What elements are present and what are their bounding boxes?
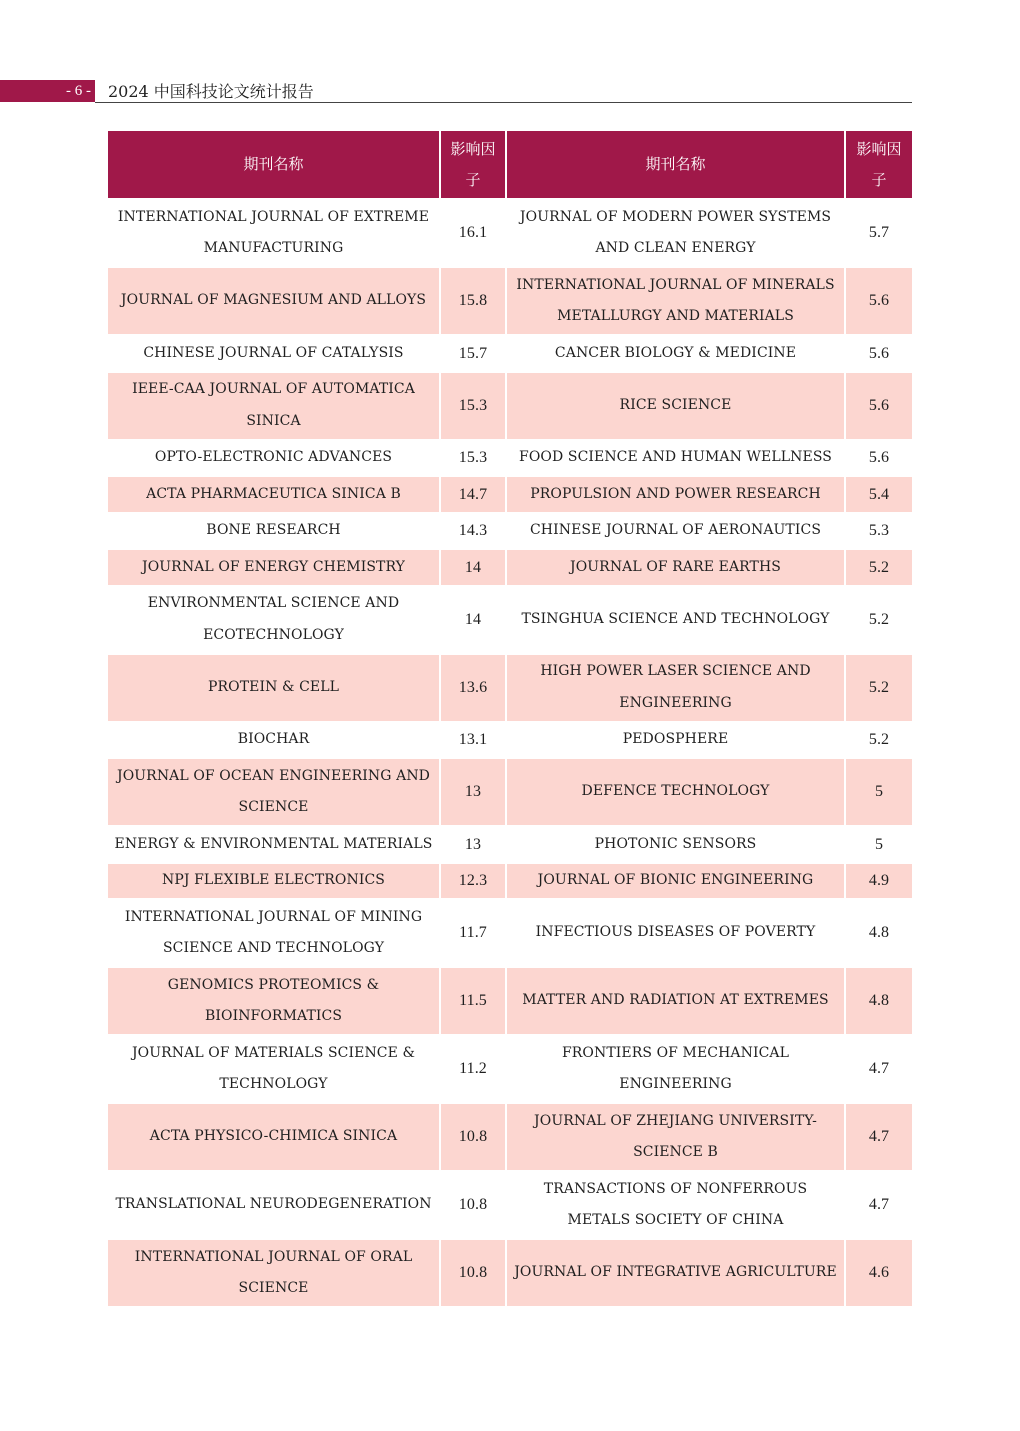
journal-name-left: INTERNATIONAL JOURNAL OF ORAL SCIENCE [108,1240,439,1308]
table-row [108,514,912,551]
journal-name-right: MATTER AND RADIATION AT EXTREMES [507,968,844,1036]
column-header-journal-name-right: 期刊名称 [507,131,844,200]
table-row [108,1240,912,1308]
journal-name-left: JOURNAL OF MATERIALS SCIENCE & TECHNOLOGY [108,1036,439,1104]
table-row [108,441,912,478]
table-row [108,200,912,268]
impact-factor-left: 15.3 [441,441,505,478]
journal-name-right: TSINGHUA SCIENCE AND TECHNOLOGY [507,587,844,655]
impact-factor-right: 4.7 [846,1036,912,1104]
table-row [108,550,912,587]
journal-name-right: JOURNAL OF INTEGRATIVE AGRICULTURE [507,1240,844,1308]
impact-factor-left: 16.1 [441,200,505,268]
table-row [108,827,912,864]
column-header-journal-name-left: 期刊名称 [108,131,439,200]
journal-name-right: JOURNAL OF RARE EARTHS [507,550,844,587]
journal-name-left: TRANSLATIONAL NEURODEGENERATION [108,1172,439,1240]
journal-name-left: BIOCHAR [108,723,439,760]
journal-name-right: HIGH POWER LASER SCIENCE AND ENGINEERING [507,655,844,723]
impact-factor-right: 4.6 [846,1240,912,1308]
impact-factor-left: 10.8 [441,1172,505,1240]
impact-factor-right: 5.3 [846,514,912,551]
journal-name-right: JOURNAL OF MODERN POWER SYSTEMS AND CLEAN ENERGY [507,200,844,268]
impact-factor-right: 4.8 [846,968,912,1036]
impact-factor-left: 15.8 [441,268,505,336]
impact-factor-left: 14 [441,587,505,655]
journal-name-right: CHINESE JOURNAL OF AERONAUTICS [507,514,844,551]
table-row [108,900,912,968]
journal-name-right: DEFENCE TECHNOLOGY [507,759,844,827]
impact-factor-right: 4.7 [846,1172,912,1240]
page-number: - 6 - [0,80,95,102]
table-header-row [108,131,912,200]
journal-name-left: IEEE-CAA JOURNAL OF AUTOMATICA SINICA [108,373,439,441]
impact-factor-right: 4.7 [846,1104,912,1172]
impact-factor-left: 13.1 [441,723,505,760]
running-title: 2024 中国科技论文统计报告 [108,82,314,101]
journal-name-right: JOURNAL OF BIONIC ENGINEERING [507,864,844,901]
journal-name-right: FOOD SCIENCE AND HUMAN WELLNESS [507,441,844,478]
journal-name-left: ENERGY & ENVIRONMENTAL MATERIALS [108,827,439,864]
impact-factor-left: 15.3 [441,373,505,441]
impact-factor-left: 13 [441,827,505,864]
impact-factor-left: 15.7 [441,336,505,373]
impact-factor-left: 14.7 [441,477,505,514]
impact-factor-right: 5.6 [846,441,912,478]
impact-factor-left: 11.5 [441,968,505,1036]
impact-factor-right: 5.6 [846,373,912,441]
impact-factor-left: 10.8 [441,1104,505,1172]
table-body [108,200,912,1308]
impact-factor-right: 4.8 [846,900,912,968]
impact-factor-right: 5.2 [846,655,912,723]
impact-factor-left: 14 [441,550,505,587]
table-row [108,373,912,441]
journal-name-right: PHOTONIC SENSORS [507,827,844,864]
table-row [108,1036,912,1104]
table-row [108,655,912,723]
table-row [108,268,912,336]
table-row [108,723,912,760]
impact-factor-right: 5 [846,827,912,864]
table-row [108,477,912,514]
impact-factor-left: 11.2 [441,1036,505,1104]
journal-name-right: TRANSACTIONS OF NONFERROUS METALS SOCIETY OF CHINA [507,1172,844,1240]
journal-name-left: JOURNAL OF OCEAN ENGINEERING AND SCIENCE [108,759,439,827]
column-header-impact-factor-left: 影响因子 [441,131,505,200]
journal-name-left: INTERNATIONAL JOURNAL OF MINING SCIENCE AND TECHNOLOGY [108,900,439,968]
table-row [108,587,912,655]
impact-factor-left: 13.6 [441,655,505,723]
journal-name-left: GENOMICS PROTEOMICS & BIOINFORMATICS [108,968,439,1036]
journal-name-right: RICE SCIENCE [507,373,844,441]
impact-factor-left: 14.3 [441,514,505,551]
table-row [108,336,912,373]
header-rule [95,102,912,103]
journal-name-left: JOURNAL OF MAGNESIUM AND ALLOYS [108,268,439,336]
impact-factor-left: 11.7 [441,900,505,968]
journal-name-right: PROPULSION AND POWER RESEARCH [507,477,844,514]
journal-name-right: PEDOSPHERE [507,723,844,760]
table-row [108,968,912,1036]
journal-impact-table [106,131,914,1308]
impact-factor-left: 13 [441,759,505,827]
table-row [108,759,912,827]
journal-name-right: INFECTIOUS DISEASES OF POVERTY [507,900,844,968]
journal-name-right: JOURNAL OF ZHEJIANG UNIVERSITY-SCIENCE B [507,1104,844,1172]
journal-name-left: ENVIRONMENTAL SCIENCE AND ECOTECHNOLOGY [108,587,439,655]
impact-factor-left: 10.8 [441,1240,505,1308]
journal-name-left: ACTA PHYSICO-CHIMICA SINICA [108,1104,439,1172]
journal-name-right: INTERNATIONAL JOURNAL OF MINERALS METALLURGY AND MATERIALS [507,268,844,336]
journal-name-left: JOURNAL OF ENERGY CHEMISTRY [108,550,439,587]
journal-name-left: NPJ FLEXIBLE ELECTRONICS [108,864,439,901]
journal-name-left: OPTO-ELECTRONIC ADVANCES [108,441,439,478]
impact-factor-right: 5.4 [846,477,912,514]
impact-factor-right: 5.2 [846,587,912,655]
journal-name-left: INTERNATIONAL JOURNAL OF EXTREME MANUFACTURING [108,200,439,268]
impact-factor-right: 5.2 [846,550,912,587]
impact-factor-right: 5.6 [846,268,912,336]
impact-factor-left: 12.3 [441,864,505,901]
impact-factor-right: 5 [846,759,912,827]
table-row [108,1172,912,1240]
journal-name-left: BONE RESEARCH [108,514,439,551]
table-row [108,1104,912,1172]
journal-name-left: CHINESE JOURNAL OF CATALYSIS [108,336,439,373]
impact-factor-right: 5.7 [846,200,912,268]
column-header-impact-factor-right: 影响因子 [846,131,912,200]
table-row [108,864,912,901]
impact-factor-right: 5.2 [846,723,912,760]
impact-factor-right: 4.9 [846,864,912,901]
journal-name-right: CANCER BIOLOGY & MEDICINE [507,336,844,373]
impact-factor-right: 5.6 [846,336,912,373]
journal-name-right: FRONTIERS OF MECHANICAL ENGINEERING [507,1036,844,1104]
journal-name-left: ACTA PHARMACEUTICA SINICA B [108,477,439,514]
journal-name-left: PROTEIN & CELL [108,655,439,723]
